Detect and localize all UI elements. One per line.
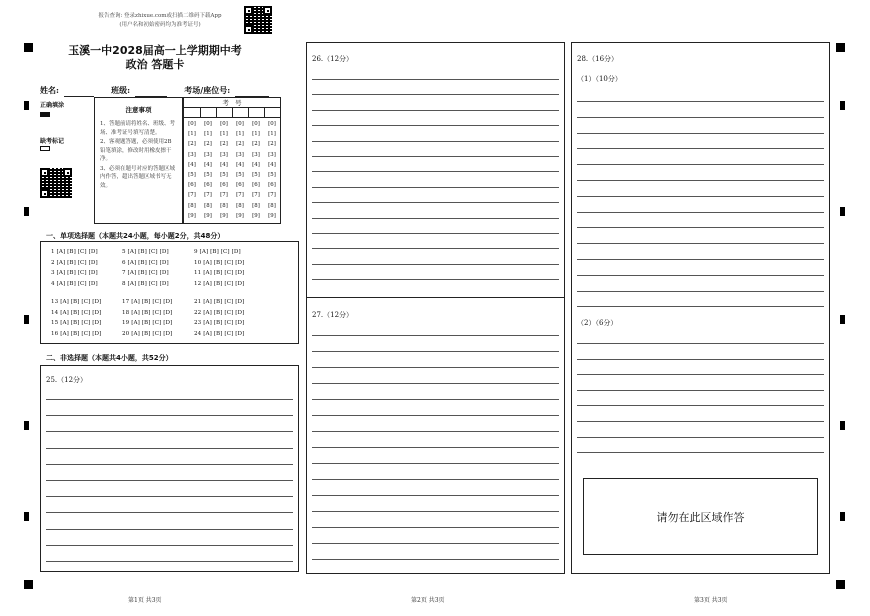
- exam-digit-bubble[interactable]: [7]: [268, 192, 276, 199]
- exam-digit-bubble[interactable]: [7]: [252, 192, 260, 199]
- exam-digit-bubble[interactable]: [2]: [268, 141, 276, 148]
- answer-line: [577, 243, 824, 244]
- choice-question[interactable]: 9 [A] [B] [C] [D]: [194, 249, 241, 255]
- answer-line: [577, 343, 824, 344]
- q27-label: 27.（12分）: [312, 311, 354, 319]
- report-notice-line2: (用户名和初始密码均为准考证号): [119, 22, 201, 28]
- choice-question[interactable]: 7 [A] [B] [C] [D]: [122, 270, 169, 276]
- answer-line: [46, 480, 293, 481]
- answer-line: [577, 405, 824, 406]
- answer-line: [312, 156, 559, 157]
- choice-question[interactable]: 19 [A] [B] [C] [D]: [122, 320, 173, 326]
- choice-question[interactable]: 22 [A] [B] [C] [D]: [194, 309, 245, 316]
- exam-digit-bubble[interactable]: [9]: [188, 212, 196, 219]
- exam-digit-bubble[interactable]: [5]: [188, 172, 196, 178]
- timing-mark: [24, 101, 29, 110]
- exam-number-grid: [183, 97, 281, 224]
- footer-page3: 第3页 共3页: [694, 597, 728, 604]
- exam-number-header: 考 号: [184, 98, 280, 108]
- timing-mark: [840, 421, 845, 430]
- exam-digit-bubble[interactable]: [0]: [236, 121, 244, 127]
- choice-question[interactable]: 15 [A] [B] [C] [D]: [51, 320, 102, 326]
- timing-mark: [840, 101, 845, 110]
- timing-mark: [24, 512, 29, 521]
- answer-line: [312, 248, 559, 249]
- answer-line: [312, 559, 559, 560]
- timing-mark: [840, 512, 845, 521]
- answer-line: [312, 447, 559, 448]
- choice-question[interactable]: 18 [A] [B] [C] [D]: [122, 309, 173, 316]
- exam-digit-bubble[interactable]: [2]: [252, 141, 260, 148]
- answer-line: [46, 415, 293, 416]
- answer-line: [312, 141, 559, 142]
- exam-digit-bubble[interactable]: [2]: [204, 141, 212, 148]
- answer-line: [312, 495, 559, 496]
- answer-line: [312, 527, 559, 528]
- choice-question[interactable]: 17 [A] [B] [C] [D]: [122, 299, 173, 305]
- seat-label: 考场/座位号:: [184, 85, 231, 95]
- answer-line: [46, 399, 293, 400]
- choice-question[interactable]: 20 [A] [B] [C] [D]: [122, 330, 173, 337]
- answer-line: [312, 351, 559, 352]
- choice-question[interactable]: 8 [A] [B] [C] [D]: [122, 280, 169, 287]
- answer-line: [577, 148, 824, 149]
- answer-line: [577, 101, 824, 102]
- choice-question[interactable]: 4 [A] [B] [C] [D]: [51, 280, 98, 287]
- answer-line: [46, 464, 293, 465]
- choice-question[interactable]: 6 [A] [B] [C] [D]: [122, 259, 169, 266]
- choice-question[interactable]: 11 [A] [B] [C] [D]: [194, 270, 245, 276]
- answer-line: [577, 259, 824, 260]
- corner-mark-top-right: [836, 43, 845, 52]
- exam-digit-bubble[interactable]: [9]: [252, 212, 260, 219]
- answer-line: [46, 545, 293, 546]
- exam-digit-bubble[interactable]: [4]: [188, 161, 196, 168]
- exam-digit-bubble[interactable]: [8]: [220, 202, 228, 209]
- exam-digit-bubble[interactable]: [6]: [188, 182, 196, 189]
- exam-digit-bubble[interactable]: [0]: [204, 121, 212, 127]
- exam-digit-bubble[interactable]: [0]: [188, 121, 196, 127]
- exam-digit-bubble[interactable]: [9]: [204, 212, 212, 219]
- correct-fill-label: 正确填涂: [40, 102, 65, 109]
- answer-line: [46, 431, 293, 432]
- correct-fill-sample: [40, 112, 50, 117]
- answer-line: [577, 291, 824, 292]
- exam-digit-bubble[interactable]: [1]: [236, 131, 244, 138]
- q26-answer-box[interactable]: [306, 42, 565, 298]
- notes-item: 3、必须在题号对应的答题区域内作答，超出答题区域书写无效。: [100, 165, 176, 189]
- answer-line: [312, 110, 559, 111]
- exam-digit-bubble[interactable]: [1]: [220, 131, 228, 138]
- timing-mark: [840, 207, 845, 216]
- corner-mark-bottom-right: [836, 580, 845, 589]
- choice-question[interactable]: 3 [A] [B] [C] [D]: [51, 270, 98, 276]
- exam-digit-bubble[interactable]: [8]: [252, 202, 260, 209]
- student-qr-code: [40, 168, 72, 198]
- answer-line: [312, 463, 559, 464]
- answer-line: [312, 264, 559, 265]
- exam-digit-bubble[interactable]: [9]: [268, 212, 276, 219]
- answer-line: [46, 529, 293, 530]
- exam-digit-bubble[interactable]: [3]: [220, 151, 228, 158]
- choice-question[interactable]: 14 [A] [B] [C] [D]: [51, 309, 102, 316]
- school-title: 玉溪一中2028届高一上学期期中考: [68, 44, 242, 57]
- report-notice-line1: 报告查询: 登录zhixue.com或扫描二维码下载App: [98, 13, 222, 19]
- exam-digit-bubble[interactable]: [8]: [188, 202, 196, 209]
- answer-line: [46, 496, 293, 497]
- exam-digit-bubble[interactable]: [1]: [252, 131, 260, 138]
- choice-question[interactable]: 5 [A] [B] [C] [D]: [122, 249, 169, 255]
- answer-line: [577, 196, 824, 197]
- answer-line: [577, 452, 824, 453]
- answer-line: [577, 359, 824, 360]
- exam-digit-bubble[interactable]: [1]: [204, 131, 212, 138]
- exam-digit-bubble[interactable]: [7]: [204, 192, 212, 199]
- answer-line: [312, 125, 559, 126]
- exam-digit-bubble[interactable]: [3]: [252, 151, 260, 158]
- exam-digit-bubble[interactable]: [2]: [188, 141, 196, 148]
- choice-question[interactable]: 24 [A] [B] [C] [D]: [194, 330, 245, 337]
- choice-question[interactable]: 23 [A] [B] [C] [D]: [194, 320, 245, 326]
- exam-digit-bubble[interactable]: [6]: [204, 182, 212, 189]
- answer-line: [312, 431, 559, 432]
- corner-mark-bottom-left: [24, 580, 33, 589]
- choice-question[interactable]: 2 [A] [B] [C] [D]: [51, 259, 98, 266]
- q25-label: 25.（12分）: [46, 376, 88, 384]
- student-info-row: [40, 78, 300, 97]
- exam-digit-bubble[interactable]: [7]: [220, 192, 228, 199]
- answer-line: [312, 79, 559, 80]
- choice-box: [40, 241, 299, 344]
- exam-digit-bubble[interactable]: [6]: [252, 182, 260, 189]
- exam-digit-bubble[interactable]: [4]: [252, 161, 260, 168]
- section1-title: 一、单项选择题（本题共24小题，每小题2分，共48分）: [46, 232, 225, 240]
- footer-page2: 第2页 共3页: [411, 597, 445, 604]
- answer-line: [577, 117, 824, 118]
- exam-digit-bubble[interactable]: [2]: [236, 141, 244, 148]
- exam-digit-bubble[interactable]: [3]: [236, 151, 244, 158]
- absent-label: 缺考标记: [40, 138, 65, 145]
- answer-line: [46, 512, 293, 513]
- answer-line: [312, 399, 559, 400]
- q28-part2-label: （2）（6分）: [577, 319, 618, 327]
- answer-line: [577, 374, 824, 375]
- notes-title: 注意事项: [125, 106, 152, 114]
- exam-digit-bubble[interactable]: [3]: [204, 151, 212, 158]
- answer-line: [312, 415, 559, 416]
- answer-line: [577, 227, 824, 228]
- answer-line: [312, 187, 559, 188]
- class-field[interactable]: [135, 89, 167, 97]
- no-answer-zone: [583, 478, 818, 555]
- q27-answer-box[interactable]: [306, 297, 565, 574]
- choice-question[interactable]: 10 [A] [B] [C] [D]: [194, 259, 245, 266]
- answer-line: [577, 306, 824, 307]
- choice-question[interactable]: 16 [A] [B] [C] [D]: [51, 330, 102, 337]
- timing-mark: [24, 207, 29, 216]
- exam-digit-bubble[interactable]: [5]: [268, 172, 276, 178]
- answer-line: [312, 202, 559, 203]
- q28-label: 28.（16分）: [577, 55, 619, 63]
- timing-mark: [840, 315, 845, 324]
- timing-mark: [24, 315, 29, 324]
- exam-digit-bubble[interactable]: [7]: [188, 192, 196, 199]
- exam-digit-bubble[interactable]: [1]: [188, 131, 196, 138]
- answer-line: [312, 171, 559, 172]
- corner-mark-top-left: [24, 43, 33, 52]
- answer-line: [312, 543, 559, 544]
- answer-line: [577, 275, 824, 276]
- q28-answer-box[interactable]: [571, 42, 830, 574]
- answer-line: [312, 367, 559, 368]
- exam-digit-bubble[interactable]: [7]: [236, 192, 244, 199]
- answer-line: [46, 561, 293, 562]
- exam-digit-bubble[interactable]: [5]: [252, 172, 260, 178]
- choice-question[interactable]: 1 [A] [B] [C] [D]: [51, 249, 98, 255]
- exam-digit-bubble[interactable]: [6]: [268, 182, 276, 189]
- answer-line: [577, 180, 824, 181]
- exam-digit-bubble[interactable]: [4]: [204, 161, 212, 168]
- choice-question[interactable]: 12 [A] [B] [C] [D]: [194, 280, 245, 287]
- q25-answer-box[interactable]: [40, 365, 299, 572]
- exam-digit-bubble[interactable]: [3]: [268, 151, 276, 158]
- seat-field[interactable]: [235, 89, 269, 97]
- choice-question[interactable]: 21 [A] [B] [C] [D]: [194, 299, 245, 305]
- answer-line: [312, 383, 559, 384]
- exam-digit-bubble[interactable]: [0]: [252, 121, 260, 127]
- answer-line: [577, 133, 824, 134]
- notes-item: 1、答题前请将姓名、班级、考场、准考证号填写清楚。: [100, 121, 176, 136]
- answer-line: [577, 421, 824, 422]
- exam-digit-bubble[interactable]: [4]: [220, 161, 228, 168]
- timing-mark: [24, 421, 29, 430]
- subject-title: 政治 答题卡: [125, 58, 185, 71]
- absent-mark-box[interactable]: [40, 146, 50, 151]
- exam-digit-bubble[interactable]: [1]: [268, 131, 276, 138]
- answer-line: [577, 164, 824, 165]
- class-label: 班级:: [111, 85, 131, 95]
- footer-page1: 第1页 共3页: [128, 597, 162, 604]
- answer-line: [46, 448, 293, 449]
- section2-title: 二、非选择题（本题共4小题，共52分）: [46, 354, 173, 362]
- no-answer-zone-text: 请勿在此区域作答: [656, 510, 745, 524]
- answer-line: [312, 279, 559, 280]
- answer-line: [577, 437, 824, 438]
- exam-digit-bubble[interactable]: [5]: [220, 172, 228, 178]
- choice-question[interactable]: 13 [A] [B] [C] [D]: [51, 299, 102, 305]
- exam-digit-bubble[interactable]: [4]: [268, 161, 276, 168]
- exam-digit-bubble[interactable]: [2]: [220, 141, 228, 148]
- exam-digit-bubble[interactable]: [8]: [268, 202, 276, 209]
- answer-line: [312, 94, 559, 95]
- exam-digit-bubble[interactable]: [6]: [236, 182, 244, 189]
- name-field[interactable]: [64, 89, 94, 97]
- exam-digit-bubble[interactable]: [5]: [236, 172, 244, 178]
- q28-part1-label: （1）（10分）: [577, 75, 622, 83]
- answer-line: [577, 390, 824, 391]
- q26-label: 26.（12分）: [312, 55, 354, 63]
- qr-code: [244, 6, 272, 34]
- answer-line: [577, 212, 824, 213]
- exam-digit-bubble[interactable]: [9]: [220, 212, 228, 219]
- exam-digit-bubble[interactable]: [9]: [236, 212, 244, 219]
- exam-digit-bubble[interactable]: [0]: [220, 121, 228, 127]
- answer-line: [312, 335, 559, 336]
- report-notice: [80, 12, 240, 30]
- answer-line: [312, 218, 559, 219]
- notes-box: [94, 97, 183, 224]
- answer-line: [312, 511, 559, 512]
- exam-digit-bubble[interactable]: [3]: [188, 151, 196, 158]
- exam-digit-bubble[interactable]: [8]: [204, 202, 212, 209]
- exam-digit-bubble[interactable]: [8]: [236, 202, 244, 209]
- exam-digit-bubble[interactable]: [6]: [220, 182, 228, 189]
- name-label: 姓名:: [40, 85, 59, 95]
- exam-digit-bubble[interactable]: [5]: [204, 172, 212, 178]
- answer-line: [312, 479, 559, 480]
- notes-item: 2、客观题答题，必须使用2B铅笔填涂，修改时用橡皮擦干净。: [100, 139, 172, 162]
- exam-digit-bubble[interactable]: [4]: [236, 161, 244, 168]
- answer-line: [312, 233, 559, 234]
- exam-digit-bubble[interactable]: [0]: [268, 121, 276, 127]
